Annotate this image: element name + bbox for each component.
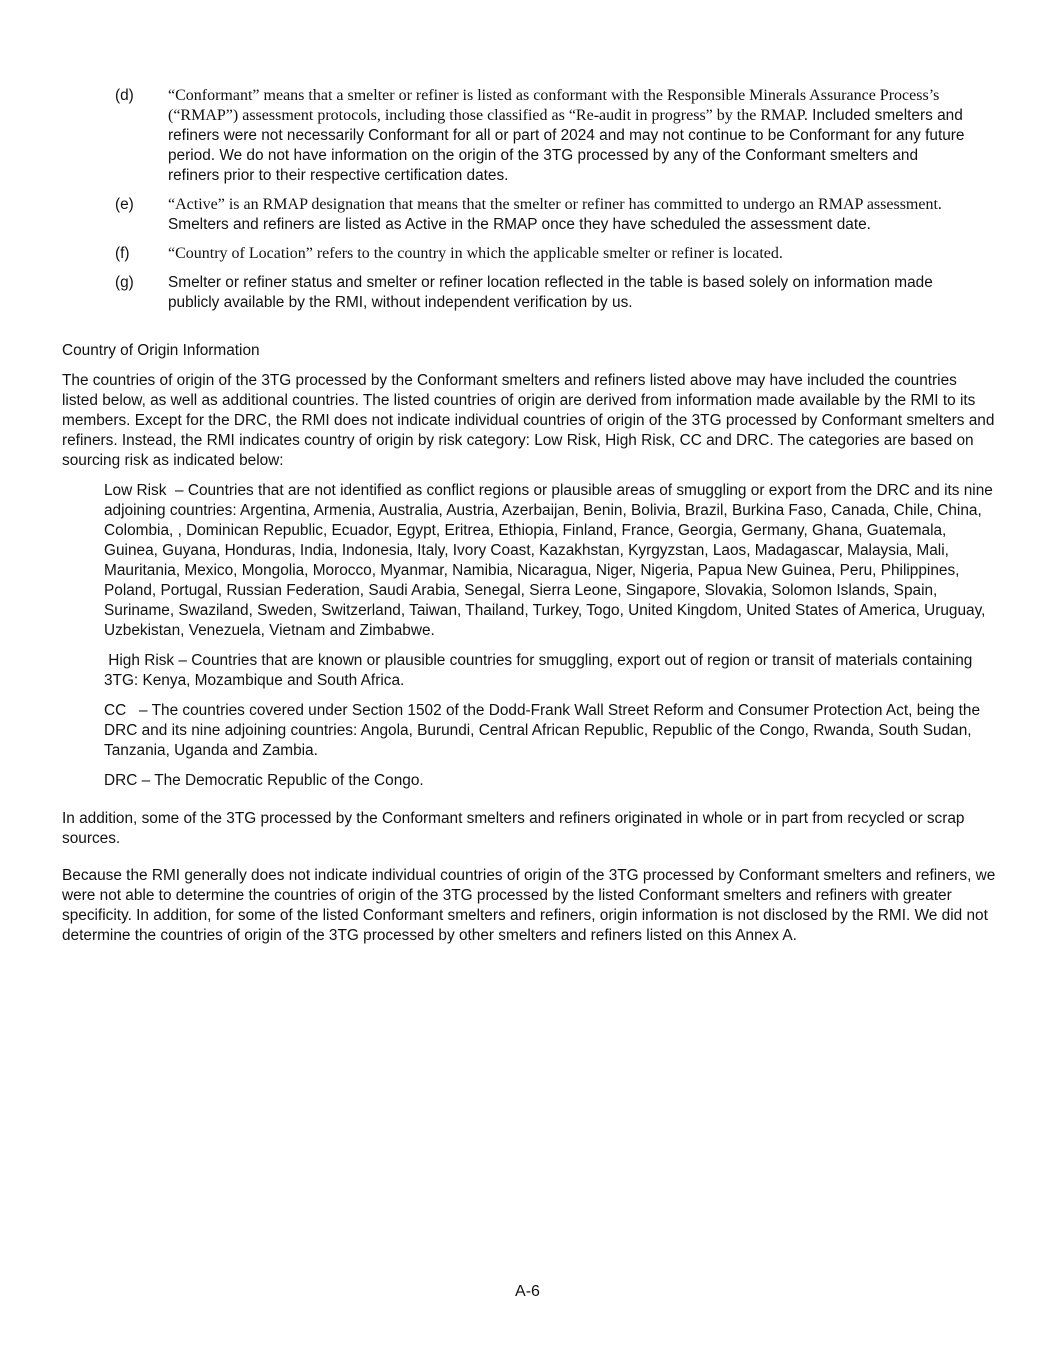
risk-category-name: DRC <box>104 772 138 789</box>
definition-text <box>168 86 968 186</box>
definition-text <box>168 244 968 264</box>
definitions-list <box>0 86 1055 322</box>
intro-paragraph: The countries of origin of the 3TG processed by the Conformant smelters and refiners listed above may have included the countries listed below, as well as additional countries. The listed countries of origin are derived from information made available by the RMI to its members. Except for the DRC, the RMI does not indicate individual countries of origin of the 3TG processed by Conformant smelters and refiners. Instead, the RMI indicates country of origin by risk category: Low Risk, High Risk, CC and DRC. The categories are based on sourcing risk as indicated below: <box>62 372 995 469</box>
risk-category-list <box>104 481 997 801</box>
definition-label: (e) <box>115 196 134 213</box>
risk-category-description: Countries that are known or plausible countries for smuggling, export out of region or transit of materials containing 3TG: Kenya, Mozambique and South Africa. <box>104 652 973 689</box>
definition-item-g <box>0 273 1055 313</box>
risk-category-description: Countries that are not identified as conflict regions or plausible areas of smuggling or export from the DRC and its nine adjoining countries: Argentina, Armenia, Australia, Austria, Azerbaijan, Benin, Bolivia, Brazil, Burkina Faso, Canada, Chile, China, Colombia, , Dominican Republic, Ecuador, Egypt, Eritrea, Ethiopia, Finland, France, Georgia, Germany, Ghana, Guatemala, Guinea, Guyana, Honduras, India, Indonesia, Italy, Ivory Coast, Kazakhstan, Kyrgyzstan, Laos, Madagascar, Malaysia, Mali, Mauritania, Mexico, Mongolia, Morocco, Myanmar, Namibia, Nicaragua, Niger, Nigeria, Papua New Guinea, Peru, Philippines, Poland, Portugal, Russian Federation, Saudi Arabia, Senegal, Sierra Leone, Singapore, Slovakia, Solomon Islands, Spain, Suriname, Swaziland, Sweden, Switzerland, Taiwan, Thailand, Turkey, Togo, United Kingdom, United States of America, Uruguay, Uzbekistan, Venezuela, Vietnam and Zimbabwe. <box>104 482 993 639</box>
definition-text <box>168 273 968 313</box>
recycled-paragraph: In addition, some of the 3TG processed by the Conformant smelters and refiners originated in whole or in part from recycled or scrap sources. <box>62 810 965 847</box>
risk-item-drc <box>104 771 997 791</box>
risk-item-low <box>104 481 997 641</box>
definition-serif-text: “Country of Location” refers to the country in which the applicable smelter or refiner is located. <box>168 245 783 262</box>
risk-separator: – <box>137 772 155 789</box>
definition-label: (g) <box>115 274 134 291</box>
origin-determination-paragraph: Because the RMI generally does not indicate individual countries of origin of the 3TG processed by Conformant smelters and refiners, we were not able to determine the countries of origin of the 3TG processed by the listed Conformant smelters and refiners with greater specificity. In addition, for some of the listed Conformant smelters and refiners, origin information is not disclosed by the RMI. We did not determine the countries of origin of the 3TG processed by other smelters and refiners listed on this Annex A. <box>62 867 996 944</box>
definition-label: (d) <box>115 87 134 104</box>
definition-label: (f) <box>115 245 130 262</box>
risk-category-name: High Risk <box>104 652 175 669</box>
risk-category-description: The Democratic Republic of the Congo. <box>154 772 424 789</box>
section-heading: Country of Origin Information <box>62 342 260 359</box>
definition-sans-text: Smelter or refiner status and smelter or refiner location reflected in the table is based solely on information made publicly available by the RMI, without independent verification by us. <box>168 274 933 311</box>
definition-text <box>168 195 968 235</box>
risk-item-high <box>104 651 997 691</box>
risk-category-name: CC <box>104 702 127 719</box>
risk-item-cc <box>104 701 997 761</box>
risk-category-description: The countries covered under Section 1502 of the Dodd-Frank Wall Street Reform and Consumer Protection Act, being the DRC and its nine adjoining countries: Angola, Burundi, Central African Republic, Republic of the Congo, Rwanda, South Sudan, Tanzania, Uganda and Zambia. <box>104 702 981 759</box>
risk-separator: – <box>174 652 192 669</box>
risk-separator: – <box>126 702 152 719</box>
definition-serif-text: “Active” is an RMAP designation that means that the smelter or refiner has committed to undergo an RMAP assessment. <box>168 196 942 213</box>
definition-serif-text: “Conformant” means that a smelter or refiner is listed as conformant with the Responsible Minerals Assurance Process’s (“RMAP”) assessment protocols, including those classified as “Re-audit in progress” by the RMAP. <box>168 87 940 124</box>
risk-category-name: Low Risk <box>104 482 167 499</box>
definition-item-f <box>0 244 1055 264</box>
page-number: A-6 <box>515 1283 540 1300</box>
risk-separator: – <box>166 482 188 499</box>
definition-sans-text: Included smelters and refiners were not necessarily Conformant for all or part of 2024 and may not continue to be Conformant for any future period. We do not have information on the origin of the 3TG processed by any of the Conformant smelters and refiners prior to their respective certification dates. <box>168 107 965 184</box>
definition-sans-text: Smelters and refiners are listed as Active in the RMAP once they have scheduled the assessment date. <box>168 216 871 233</box>
definition-item-d <box>0 86 1055 186</box>
definition-item-e <box>0 195 1055 235</box>
